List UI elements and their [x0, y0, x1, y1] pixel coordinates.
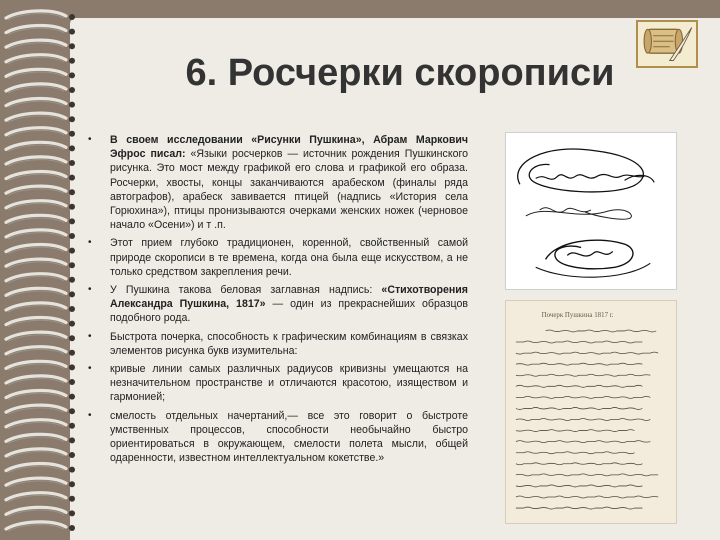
bullet-1-bold: В своем исследовании «Рисунки Пушкина», Абрам Маркович Эфрос писал: — [110, 134, 468, 161]
bullet-4 — [88, 330, 468, 358]
bullet-3-text: — один из прекраснейших образцов подобного рода. — [110, 298, 468, 325]
bullet-3-bold: «Стихотворения Александра Пушкина, 1817» — [110, 284, 468, 311]
bullet-6-text: смелость отдельных начертаний,— все это говорит о быстроте умственных процессов, способности необычайно быстро ориентироваться в окружающем, смелости полета мысли, общей одаренности, известном интеллектуальном кокетстве.» — [110, 409, 468, 465]
bullet-2 — [88, 236, 468, 279]
bullet-3-pre: У Пушкина такова беловая заглавная надпись: — [110, 284, 382, 297]
bullet-2-text: Этот прием глубоко традиционен, коренной, свойственный самой природе скорописи в те времена, когда она была еще искусством, а не только средством закрепления речи. — [110, 237, 468, 278]
bullet-1-text: «Языки росчерков — источник рождения Пушкинского рисунка. Это мост между графикой его слова и графикой его образа. Росчерки, хвосты, концы заканчиваются арабеском (финалы ряда автографов), арабеск завивается птицей (надпись «История села Горюхина»), птицы пронизываются очерками женских ножек (черновое начало «Осени») и т .п. — [110, 148, 468, 232]
slide-title: 6. Росчерки скорописи — [185, 52, 615, 94]
bullet-4-text: Быстрота почерка, способность к графическим комбинациям в связках элементов рисунка букв изумительна: — [110, 330, 468, 357]
bullet-1 — [88, 133, 468, 232]
bullet-5-text: кривые линии самых различных радиусов кривизны умещаются на незначительном пространстве и отличаются красотою, изяществом и гармонией; — [110, 363, 468, 404]
manuscript-page-image — [505, 300, 677, 524]
spiral-binding — [0, 0, 90, 540]
signature-flourishes-image — [505, 132, 677, 290]
bullet-3 — [88, 283, 468, 326]
text-content — [88, 133, 468, 469]
bullet-5 — [88, 362, 468, 405]
scroll-quill-icon — [636, 20, 698, 68]
bullet-6 — [88, 409, 468, 466]
manuscript-header: Почерк Пушкина 1817 г. — [541, 312, 614, 320]
